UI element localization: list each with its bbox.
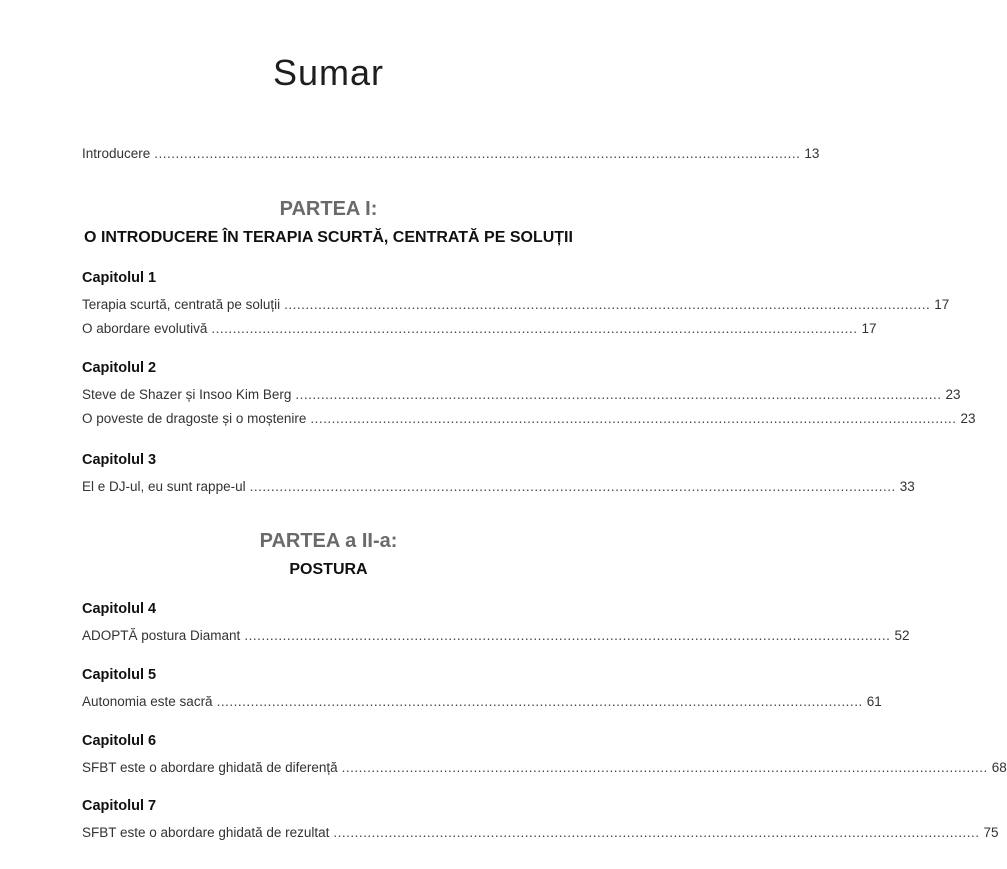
entry-text: SFBT este o abordare ghidată de rezultat — [82, 825, 330, 840]
entry-text: Autonomia este sacră — [82, 694, 213, 709]
dot-leader: ........................................................................................................................................................ — [244, 628, 891, 643]
dot-leader: ........................................................................................................................................................ — [211, 321, 858, 336]
entry-page-number: 17 — [861, 321, 877, 336]
dot-leader: ........................................................................................................................................................ — [284, 297, 931, 312]
dot-leader: ........................................................................................................................................................ — [310, 411, 957, 426]
entry-page-number: 61 — [866, 694, 882, 709]
dot-leader: ........................................................................................................................................................ — [216, 694, 863, 709]
dot-leader: ........................................................................................................................................................ — [154, 146, 801, 161]
page-title: Sumar — [272, 52, 385, 93]
chapter-6-heading: Capitolul 6 — [82, 733, 157, 749]
entry-text: Terapia scurtă, centrată pe soluții — [82, 297, 281, 312]
entry-page-number: 52 — [894, 628, 910, 643]
toc-entry[interactable] — [82, 628, 910, 643]
toc-entry[interactable] — [82, 411, 976, 426]
entry-page-number: 33 — [899, 479, 915, 494]
entry-page-number: 17 — [934, 297, 950, 312]
entry-text: O poveste de dragoste și o moștenire — [82, 411, 307, 426]
dot-leader: ........................................................................................................................................................ — [333, 825, 980, 840]
toc-entry[interactable] — [82, 825, 999, 840]
part-2-subtitle: POSTURA — [289, 561, 368, 578]
part-2-title: PARTEA a II-a: — [259, 530, 398, 552]
chapter-5-heading: Capitolul 5 — [82, 667, 157, 683]
part-1-title: PARTEA I: — [279, 198, 378, 220]
toc-entry[interactable] — [82, 387, 961, 402]
toc-entry[interactable] — [82, 297, 950, 312]
part-1-subtitle: O INTRODUCERE ÎN TERAPIA SCURTĂ, CENTRATĂ PE SOLUȚII — [84, 229, 573, 246]
toc-entry[interactable] — [82, 321, 877, 336]
chapter-3-heading: Capitolul 3 — [82, 452, 157, 468]
entry-page-number: 75 — [983, 825, 999, 840]
toc-entry[interactable] — [82, 760, 1007, 775]
toc-entry[interactable] — [82, 694, 882, 709]
entry-text: SFBT este o abordare ghidată de diferență — [82, 760, 338, 775]
entry-text: Introducere — [82, 146, 151, 161]
entry-text: ADOPTĂ postura Diamant — [82, 628, 241, 643]
toc-entry-intro[interactable] — [82, 146, 820, 161]
chapter-1-heading: Capitolul 1 — [82, 270, 157, 286]
toc-entry[interactable] — [82, 479, 915, 494]
entry-text: El e DJ-ul, eu sunt rappe-ul — [82, 479, 246, 494]
chapter-7-heading: Capitolul 7 — [82, 798, 157, 814]
entry-page-number: 23 — [945, 387, 961, 402]
dot-leader: ........................................................................................................................................................ — [341, 760, 988, 775]
entry-text: Steve de Shazer și Insoo Kim Berg — [82, 387, 292, 402]
dot-leader: ........................................................................................................................................................ — [295, 387, 942, 402]
entry-page-number: 68 — [991, 760, 1007, 775]
chapter-4-heading: Capitolul 4 — [82, 601, 157, 617]
chapter-2-heading: Capitolul 2 — [82, 360, 157, 376]
entry-page-number: 13 — [804, 146, 820, 161]
entry-page-number: 23 — [960, 411, 976, 426]
entry-text: O abordare evolutivă — [82, 321, 208, 336]
dot-leader: ........................................................................................................................................................ — [249, 479, 896, 494]
